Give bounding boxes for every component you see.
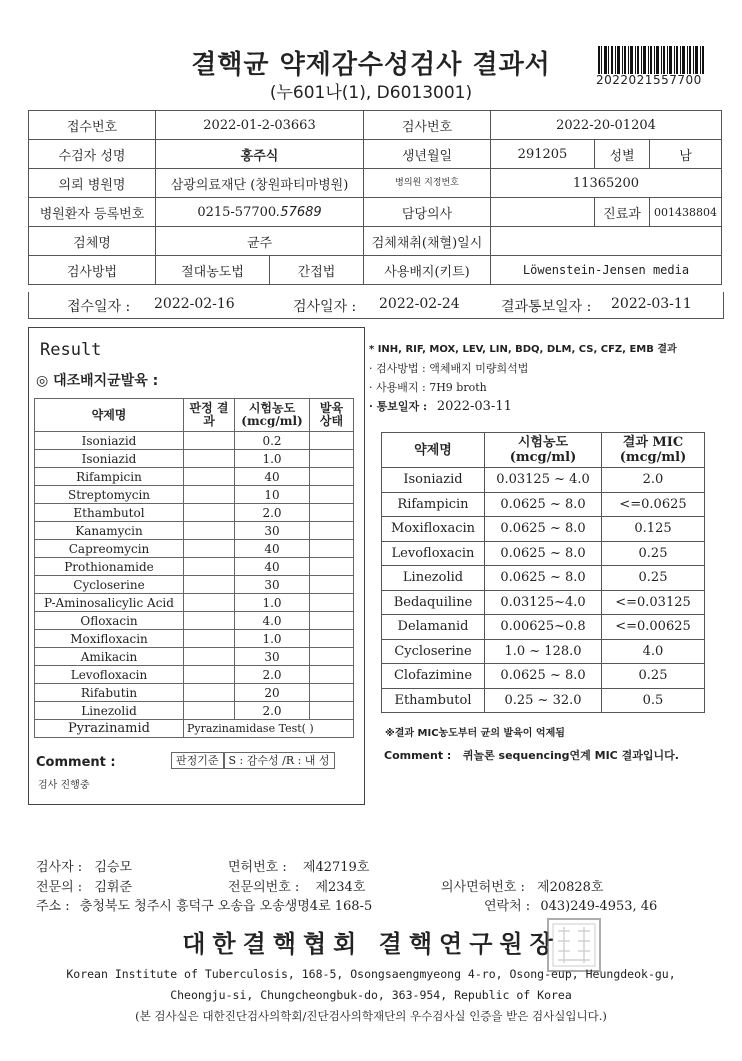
specialist-no-label: 전문의번호 :	[228, 880, 300, 895]
medium-label: 사용배지(키트)	[364, 256, 491, 285]
doctor-license-label: 의사면허번호 :	[441, 880, 525, 895]
notify-date: 2022-03-11	[436, 399, 512, 414]
mic-drugs-line: * INH, RIF, MOX, LEV, LIN, BDQ, DLM, CS, CFZ, EMB 결과	[369, 344, 677, 355]
judgement	[184, 576, 235, 594]
sex-value: 남	[650, 140, 722, 169]
col-judgement: 판정 결과	[184, 399, 235, 432]
mic-range: 0.03125 ~ 4.0	[485, 468, 602, 493]
drug-row	[35, 612, 354, 630]
barcode-number: 2022021557700	[596, 73, 702, 87]
col-growth: 발육 상태	[310, 399, 354, 432]
mic-range: 0.0625 ~ 8.0	[485, 664, 602, 689]
drug-row	[35, 594, 354, 612]
concentration: 30	[235, 576, 310, 594]
report-title: 결핵균 약제감수성검사 결과서	[191, 50, 551, 80]
mic-range: 0.03125~4.0	[485, 590, 602, 615]
judgement	[184, 432, 235, 450]
drug-row	[35, 648, 354, 666]
mic-row	[382, 664, 705, 689]
mic-result: 0.25	[602, 541, 705, 566]
dates-bar	[28, 292, 724, 319]
judgement	[184, 468, 235, 486]
mic-range: 0.0625 ~ 8.0	[485, 566, 602, 591]
mic-row	[382, 492, 705, 517]
official-seal	[546, 917, 602, 973]
barcode-image	[598, 46, 704, 74]
judgement	[184, 612, 235, 630]
mic-notify-line	[369, 397, 677, 416]
drug-name: Isoniazid	[35, 432, 184, 450]
license-no: 제42719호	[302, 860, 370, 875]
certification-note: (본 검사실은 대한진단검사의학회/진단검사의학재단의 우수검사실 인증을 받은 검사실입니다.)	[135, 1009, 607, 1023]
reg-no-handwritten: .57689	[276, 204, 322, 220]
growth	[310, 630, 354, 648]
organization-name: 대한결핵협회 결핵연구원장	[182, 930, 560, 958]
mic-range: 0.0625 ~ 8.0	[485, 541, 602, 566]
growth	[310, 522, 354, 540]
dept-label: 진료과	[595, 198, 650, 227]
patient-info-table	[28, 110, 722, 285]
collection-value	[491, 227, 722, 256]
concentration: 1.0	[235, 450, 310, 468]
mic-col-result: 결과 MIC (mcg/ml)	[602, 433, 705, 468]
mic-drug: Clofazimine	[382, 664, 485, 689]
mic-row	[382, 639, 705, 664]
license-label: 면허번호 :	[228, 860, 287, 875]
mic-range: 0.00625~0.8	[485, 615, 602, 640]
mic-row	[382, 688, 705, 713]
control-growth-label: ◎ 대조배지균발육 :	[36, 373, 159, 389]
judgement	[184, 594, 235, 612]
mic-result: 0.25	[602, 566, 705, 591]
doctor-label: 담당의사	[364, 198, 491, 227]
dept-value: 001438804	[650, 198, 722, 227]
mic-drug: Levofloxacin	[382, 541, 485, 566]
drug-row	[35, 576, 354, 594]
judgement	[184, 450, 235, 468]
drug-name: Levofloxacin	[35, 666, 184, 684]
mic-footnote: ※결과 MIC농도부터 균의 발육이 억제됨	[385, 728, 565, 739]
mic-result: 0.125	[602, 517, 705, 542]
drug-name: Isoniazid	[35, 450, 184, 468]
left-comment-text: 검사 진행중	[38, 780, 90, 791]
mic-range: 1.0 ~ 128.0	[485, 639, 602, 664]
sex-label: 성별	[595, 140, 650, 169]
result-label: Result	[40, 340, 102, 360]
mic-drug: Bedaquiline	[382, 590, 485, 615]
notify-label: · 통보일자 :	[369, 400, 428, 413]
mic-result: 4.0	[602, 639, 705, 664]
mic-table	[381, 432, 705, 713]
mic-row	[382, 468, 705, 493]
drug-row	[35, 450, 354, 468]
mic-col-drug: 약제명	[382, 433, 485, 468]
judgement	[184, 684, 235, 702]
growth	[310, 450, 354, 468]
mic-col-range: 시험농도 (mcg/ml)	[485, 433, 602, 468]
mic-result: 0.25	[602, 664, 705, 689]
growth	[310, 432, 354, 450]
reg-no-label: 병원환자 등록번호	[29, 198, 156, 227]
report-code: (누601나(1), D6013001)	[269, 83, 473, 103]
footer-doctor-license	[441, 876, 604, 895]
concentration: 2.0	[235, 702, 310, 720]
concentration: 2.0	[235, 504, 310, 522]
mic-row	[382, 590, 705, 615]
specialist-name: 김휘준	[94, 880, 133, 895]
drug-name: Streptomycin	[35, 486, 184, 504]
method2-value: 간접법	[270, 256, 364, 285]
english-address-2: Cheongju-si, Chungcheongbuk-do, 363-954, Republic of Korea	[170, 988, 572, 1002]
mic-drug: Rifampicin	[382, 492, 485, 517]
judge-value: S : 감수성 /R : 내 성	[224, 752, 335, 769]
concentration: 40	[235, 540, 310, 558]
drug-row	[35, 540, 354, 558]
contact: 043)249-4953, 46	[540, 899, 658, 914]
growth	[310, 540, 354, 558]
contact-label: 연락처 :	[484, 899, 531, 914]
right-comment-label: Comment :	[384, 749, 452, 762]
concentration: 1.0	[235, 594, 310, 612]
hospital-code: 11365200	[491, 169, 722, 198]
mic-range: 0.0625 ~ 8.0	[485, 492, 602, 517]
mic-range: 0.0625 ~ 8.0	[485, 517, 602, 542]
tested-label: 검사일자 :	[293, 299, 357, 315]
footer-tester-line	[36, 856, 132, 875]
concentration: 30	[235, 522, 310, 540]
english-address-1: Korean Institute of Tuberculosis, 168-5, Osongsaengmyeong 4-ro, Osong-eup, Heungdeok-gu,	[66, 967, 676, 981]
mic-row	[382, 541, 705, 566]
absolute-concentration-table	[34, 398, 354, 738]
collection-label: 검체채취(채혈)일시	[364, 227, 491, 256]
tested-date: 2022-02-24	[379, 296, 460, 312]
drug-name: Rifabutin	[35, 684, 184, 702]
drug-row	[35, 468, 354, 486]
mic-range: 0.25 ~ 32.0	[485, 688, 602, 713]
judgement-criteria	[171, 752, 335, 768]
address: 충청북도 청주시 흥덕구 오송읍 오송생명4로 168-5	[79, 899, 373, 914]
growth	[310, 576, 354, 594]
drug-row	[35, 558, 354, 576]
tester-label: 검사자 :	[36, 860, 83, 875]
footer-contact	[484, 895, 657, 914]
judgement	[184, 486, 235, 504]
birth-label: 생년월일	[364, 140, 491, 169]
judgement	[184, 702, 235, 720]
growth	[310, 702, 354, 720]
method-value: 절대농도법	[156, 256, 270, 285]
growth	[310, 684, 354, 702]
growth	[310, 612, 354, 630]
drug-name: Prothionamide	[35, 558, 184, 576]
reg-no-cell	[156, 198, 364, 227]
drug-name: P-Aminosalicylic Acid	[35, 594, 184, 612]
mic-drug: Moxifloxacin	[382, 517, 485, 542]
right-comment	[384, 747, 679, 763]
mic-result: 2.0	[602, 468, 705, 493]
drug-row	[35, 486, 354, 504]
concentration: 2.0	[235, 666, 310, 684]
method-label: 검사방법	[29, 256, 156, 285]
specialist-label: 전문의 :	[36, 880, 83, 895]
mic-row	[382, 517, 705, 542]
footer-license	[228, 856, 369, 875]
footer-address-line	[36, 895, 372, 914]
concentration: 4.0	[235, 612, 310, 630]
drug-row	[35, 522, 354, 540]
growth	[310, 648, 354, 666]
growth	[310, 486, 354, 504]
growth	[310, 504, 354, 522]
mic-medium-line: · 사용배지 : 7H9 broth	[369, 381, 487, 394]
judgement	[184, 504, 235, 522]
mic-drug: Ethambutol	[382, 688, 485, 713]
drug-row	[35, 666, 354, 684]
mic-drug: Cycloserine	[382, 639, 485, 664]
growth	[310, 558, 354, 576]
judgement	[184, 558, 235, 576]
drug-name: Ofloxacin	[35, 612, 184, 630]
reported-date: 2022-03-11	[611, 296, 692, 312]
hospital-name: 삼광의료재단 (창원파티마병원)	[156, 169, 364, 198]
reception-no: 2022-01-2-03663	[156, 111, 364, 140]
patient-name: 홍주식	[156, 140, 364, 169]
mic-result: 0.5	[602, 688, 705, 713]
drug-row	[35, 504, 354, 522]
hospital-code-label: 병의원 지정번호	[364, 169, 491, 198]
medium-value: Löwenstein-Jensen media	[491, 256, 722, 285]
judgement	[184, 522, 235, 540]
concentration: 40	[235, 468, 310, 486]
mic-drug: Isoniazid	[382, 468, 485, 493]
reported-label: 결과통보일자 :	[501, 299, 592, 315]
left-comment-label: Comment :	[36, 755, 116, 770]
drug-name: Cycloserine	[35, 576, 184, 594]
drug-row	[35, 702, 354, 720]
concentration: 30	[235, 648, 310, 666]
growth	[310, 666, 354, 684]
concentration: 1.0	[235, 630, 310, 648]
drug-row	[35, 684, 354, 702]
pza-test: Pyrazinamidase Test( )	[184, 720, 354, 738]
doctor-value	[491, 198, 595, 227]
growth	[310, 594, 354, 612]
concentration: 0.2	[235, 432, 310, 450]
col-concentration: 시험농도 (mcg/ml)	[235, 399, 310, 432]
drug-name: Capreomycin	[35, 540, 184, 558]
specimen-label: 검체명	[29, 227, 156, 256]
specimen-value: 균주	[156, 227, 364, 256]
mic-result: <=0.0625	[602, 492, 705, 517]
footer-specialist-no	[228, 876, 365, 895]
tester-name: 김승모	[94, 860, 133, 875]
judgement	[184, 540, 235, 558]
drug-row	[35, 630, 354, 648]
drug-name: Rifampicin	[35, 468, 184, 486]
received-date: 2022-02-16	[154, 296, 235, 312]
test-no-label: 검사번호	[364, 111, 491, 140]
growth	[310, 468, 354, 486]
doctor-license-no: 제20828호	[537, 880, 604, 895]
concentration: 40	[235, 558, 310, 576]
drug-row	[35, 432, 354, 450]
drug-name: Amikacin	[35, 648, 184, 666]
test-no: 2022-20-01204	[491, 111, 722, 140]
patient-name-label: 수검자 성명	[29, 140, 156, 169]
mic-drug: Delamanid	[382, 615, 485, 640]
concentration: 20	[235, 684, 310, 702]
birth-date: 291205	[491, 140, 595, 169]
mic-result: <=0.03125	[602, 590, 705, 615]
drug-name: Moxifloxacin	[35, 630, 184, 648]
specialist-no: 제234호	[315, 880, 366, 895]
mic-method-line: · 검사방법 : 액체배지 미량희석법	[369, 362, 529, 375]
received-label: 접수일자 :	[67, 299, 131, 315]
reception-no-label: 접수번호	[29, 111, 156, 140]
mic-notes	[369, 340, 677, 416]
right-comment-text: 퀴놀론 sequencing연계 MIC 결과입니다.	[462, 749, 679, 762]
reg-no: 0215-57700	[197, 204, 277, 220]
address-label: 주소 :	[36, 899, 70, 914]
footer-specialist-line	[36, 876, 132, 895]
judgement	[184, 666, 235, 684]
judgement	[184, 648, 235, 666]
mic-drug: Linezolid	[382, 566, 485, 591]
concentration: 10	[235, 486, 310, 504]
drug-name: Ethambutol	[35, 504, 184, 522]
judgement	[184, 630, 235, 648]
col-drug: 약제명	[35, 399, 184, 432]
hospital-label: 의뢰 병원명	[29, 169, 156, 198]
mic-row	[382, 566, 705, 591]
pza-drug: Pyrazinamid	[35, 720, 184, 738]
mic-row	[382, 615, 705, 640]
drug-name: Linezolid	[35, 702, 184, 720]
mic-result: <=0.00625	[602, 615, 705, 640]
judge-label: 판정기준	[171, 752, 224, 769]
drug-name: Kanamycin	[35, 522, 184, 540]
